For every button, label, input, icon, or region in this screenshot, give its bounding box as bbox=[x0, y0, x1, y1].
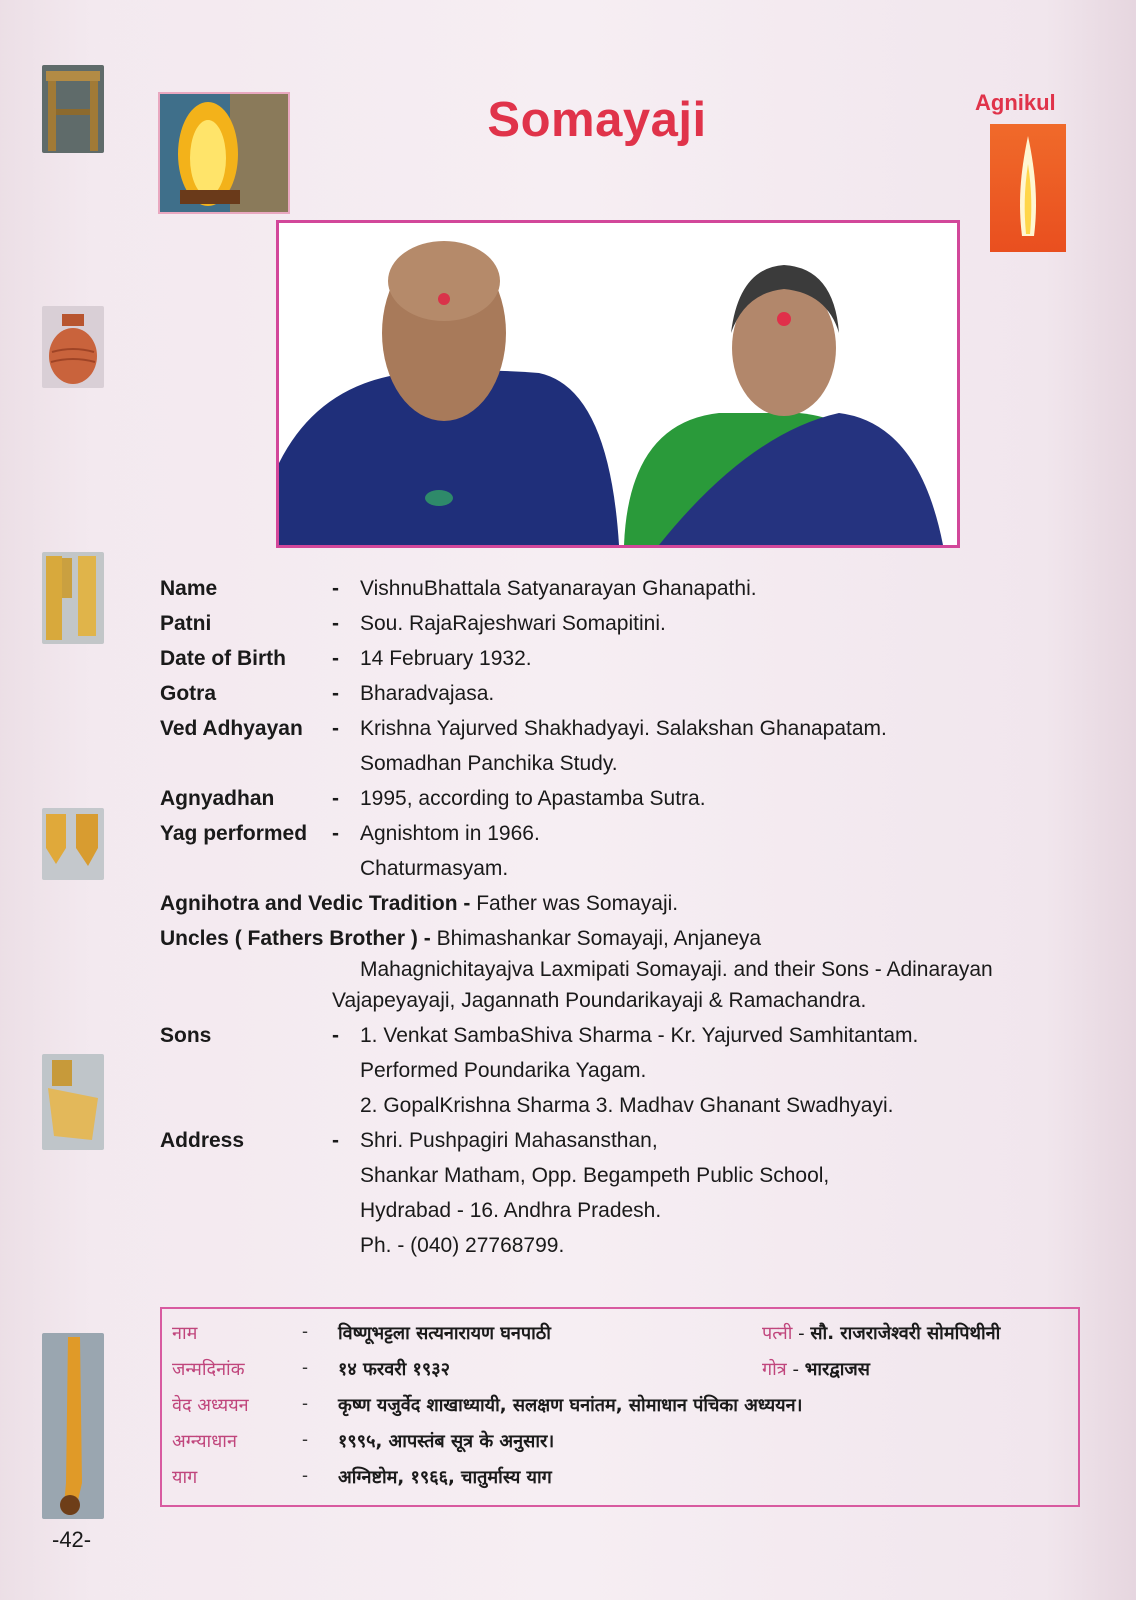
wooden-ladles-icon bbox=[42, 808, 104, 880]
ved-value-line2: Somadhan Panchika Study. bbox=[360, 752, 618, 775]
agnyadhan-value: 1995, according to Apastamba Sutra. bbox=[360, 787, 706, 810]
hindi-ved-label: वेद अध्ययन bbox=[172, 1395, 249, 1416]
page-number: -42- bbox=[52, 1527, 92, 1552]
hindi-patni bbox=[762, 1321, 1000, 1345]
patni-value: Sou. RajaRajeshwari Somapitini. bbox=[360, 612, 666, 635]
page-title: Somayaji bbox=[487, 93, 707, 147]
wooden-sticks-icon bbox=[42, 552, 104, 644]
dob-label: Date of Birth bbox=[160, 647, 286, 670]
hindi-gotra-label: गोत्र bbox=[762, 1359, 787, 1380]
dash: - bbox=[302, 1429, 308, 1449]
dash: - bbox=[332, 717, 339, 740]
hindi-yag-value: अग्निष्टोम, १९६६, चातुर्मास्य याग bbox=[338, 1467, 552, 1488]
dash: - bbox=[302, 1321, 308, 1341]
hindi-dob-value: १४ फरवरी १९३२ bbox=[338, 1359, 450, 1380]
agnihotra-line bbox=[160, 892, 678, 916]
ved-value-line1: Krishna Yajurved Shakhadyayi. Salakshan Ghanapatam. bbox=[360, 717, 887, 740]
agnyadhan-label: Agnyadhan bbox=[160, 787, 275, 810]
dash: - bbox=[332, 787, 339, 810]
uncles-value-line2: Mahagnichitayajva Laxmipati Somayaji. and their Sons - Adinarayan bbox=[360, 958, 993, 981]
uncles-line bbox=[160, 927, 761, 951]
hindi-name-label: नाम bbox=[172, 1323, 198, 1344]
agnihotra-label: Agnihotra and Vedic Tradition bbox=[160, 892, 458, 915]
hindi-yag-label: याग bbox=[172, 1467, 198, 1488]
name-value: VishnuBhattala Satyanarayan Ghanapathi. bbox=[360, 577, 757, 600]
hindi-gotra bbox=[762, 1357, 870, 1381]
hindi-patni-value: सौ. राजराजेश्वरी सोमपिथीनी bbox=[810, 1323, 1001, 1344]
hindi-name-value: विष्णूभट्टला सत्यनारायण घनपाठी bbox=[338, 1323, 551, 1344]
dash: - bbox=[798, 1323, 805, 1344]
hindi-dob-label: जन्मदिनांक bbox=[172, 1359, 245, 1380]
dash: - bbox=[332, 1024, 339, 1047]
dash: - bbox=[332, 822, 339, 845]
sons-value-line2: Performed Poundarika Yagam. bbox=[360, 1059, 647, 1082]
sons-value-line3: 2. GopalKrishna Sharma 3. Madhav Ghanant Swadhyayi. bbox=[360, 1094, 894, 1117]
dash: - bbox=[332, 612, 339, 635]
gotra-label: Gotra bbox=[160, 682, 217, 705]
couple-photo bbox=[276, 220, 960, 548]
address-line1: Shri. Pushpagiri Mahasansthan, bbox=[360, 1129, 658, 1152]
dash: - bbox=[332, 1129, 339, 1152]
hindi-ved-value: कृष्ण यजुर्वेद शाखाध्यायी, सलक्षण घनांतम, सोमाधान पंचिका अध्ययन। bbox=[338, 1395, 803, 1416]
dob-value: 14 February 1932. bbox=[360, 647, 532, 670]
address-phone: Ph. - (040) 27768799. bbox=[360, 1234, 565, 1257]
address-line3: Hydrabad - 16. Andhra Pradesh. bbox=[360, 1199, 662, 1222]
wooden-spoon-icon bbox=[42, 1054, 104, 1150]
dash: - bbox=[302, 1357, 308, 1377]
address-line2: Shankar Matham, Opp. Begampeth Public School, bbox=[360, 1164, 830, 1187]
dash: - bbox=[423, 927, 431, 950]
dash: - bbox=[332, 577, 339, 600]
dash: - bbox=[463, 892, 471, 915]
address-label: Address bbox=[160, 1129, 245, 1152]
yag-value-line2: Chaturmasyam. bbox=[360, 857, 509, 880]
hindi-agnyadhan-value: १९९५, आपस्तंब सूत्र के अनुसार। bbox=[338, 1431, 555, 1452]
agnikul-label: Agnikul bbox=[975, 90, 1056, 115]
dash: - bbox=[302, 1465, 308, 1485]
ved-label: Ved Adhyayan bbox=[160, 717, 303, 740]
hindi-summary-box bbox=[160, 1307, 1080, 1507]
flame-icon bbox=[990, 124, 1066, 252]
uncles-label: Uncles ( Fathers Brother ) bbox=[160, 927, 418, 950]
dash: - bbox=[332, 682, 339, 705]
yag-value-line1: Agnishtom in 1966. bbox=[360, 822, 540, 845]
hindi-patni-label: पत्नी bbox=[762, 1323, 793, 1344]
hindi-gotra-value: भारद्वाजस bbox=[804, 1359, 870, 1380]
name-label: Name bbox=[160, 577, 218, 600]
sons-value-line1: 1. Venkat SambaShiva Sharma - Kr. Yajurved Samhitantam. bbox=[360, 1024, 919, 1047]
wooden-stick-icon bbox=[42, 1333, 104, 1519]
dash: - bbox=[302, 1393, 308, 1413]
gotra-value: Bharadvajasa. bbox=[360, 682, 495, 705]
agnihotra-value: Father was Somayaji. bbox=[476, 892, 679, 915]
dash: - bbox=[332, 647, 339, 670]
uncles-value-line1: Bhimashankar Somayaji, Anjaneya bbox=[436, 927, 762, 950]
yag-label: Yag performed bbox=[160, 822, 308, 845]
sons-label: Sons bbox=[160, 1024, 212, 1047]
patni-label: Patni bbox=[160, 612, 212, 635]
uncles-value-line3: Vajapeyayaji, Jagannath Poundarikayaji & Ramachandra. bbox=[332, 989, 867, 1012]
dash: - bbox=[792, 1359, 799, 1380]
hindi-agnyadhan-label: अग्न्याधान bbox=[172, 1431, 237, 1452]
clay-pot-icon bbox=[42, 306, 104, 388]
